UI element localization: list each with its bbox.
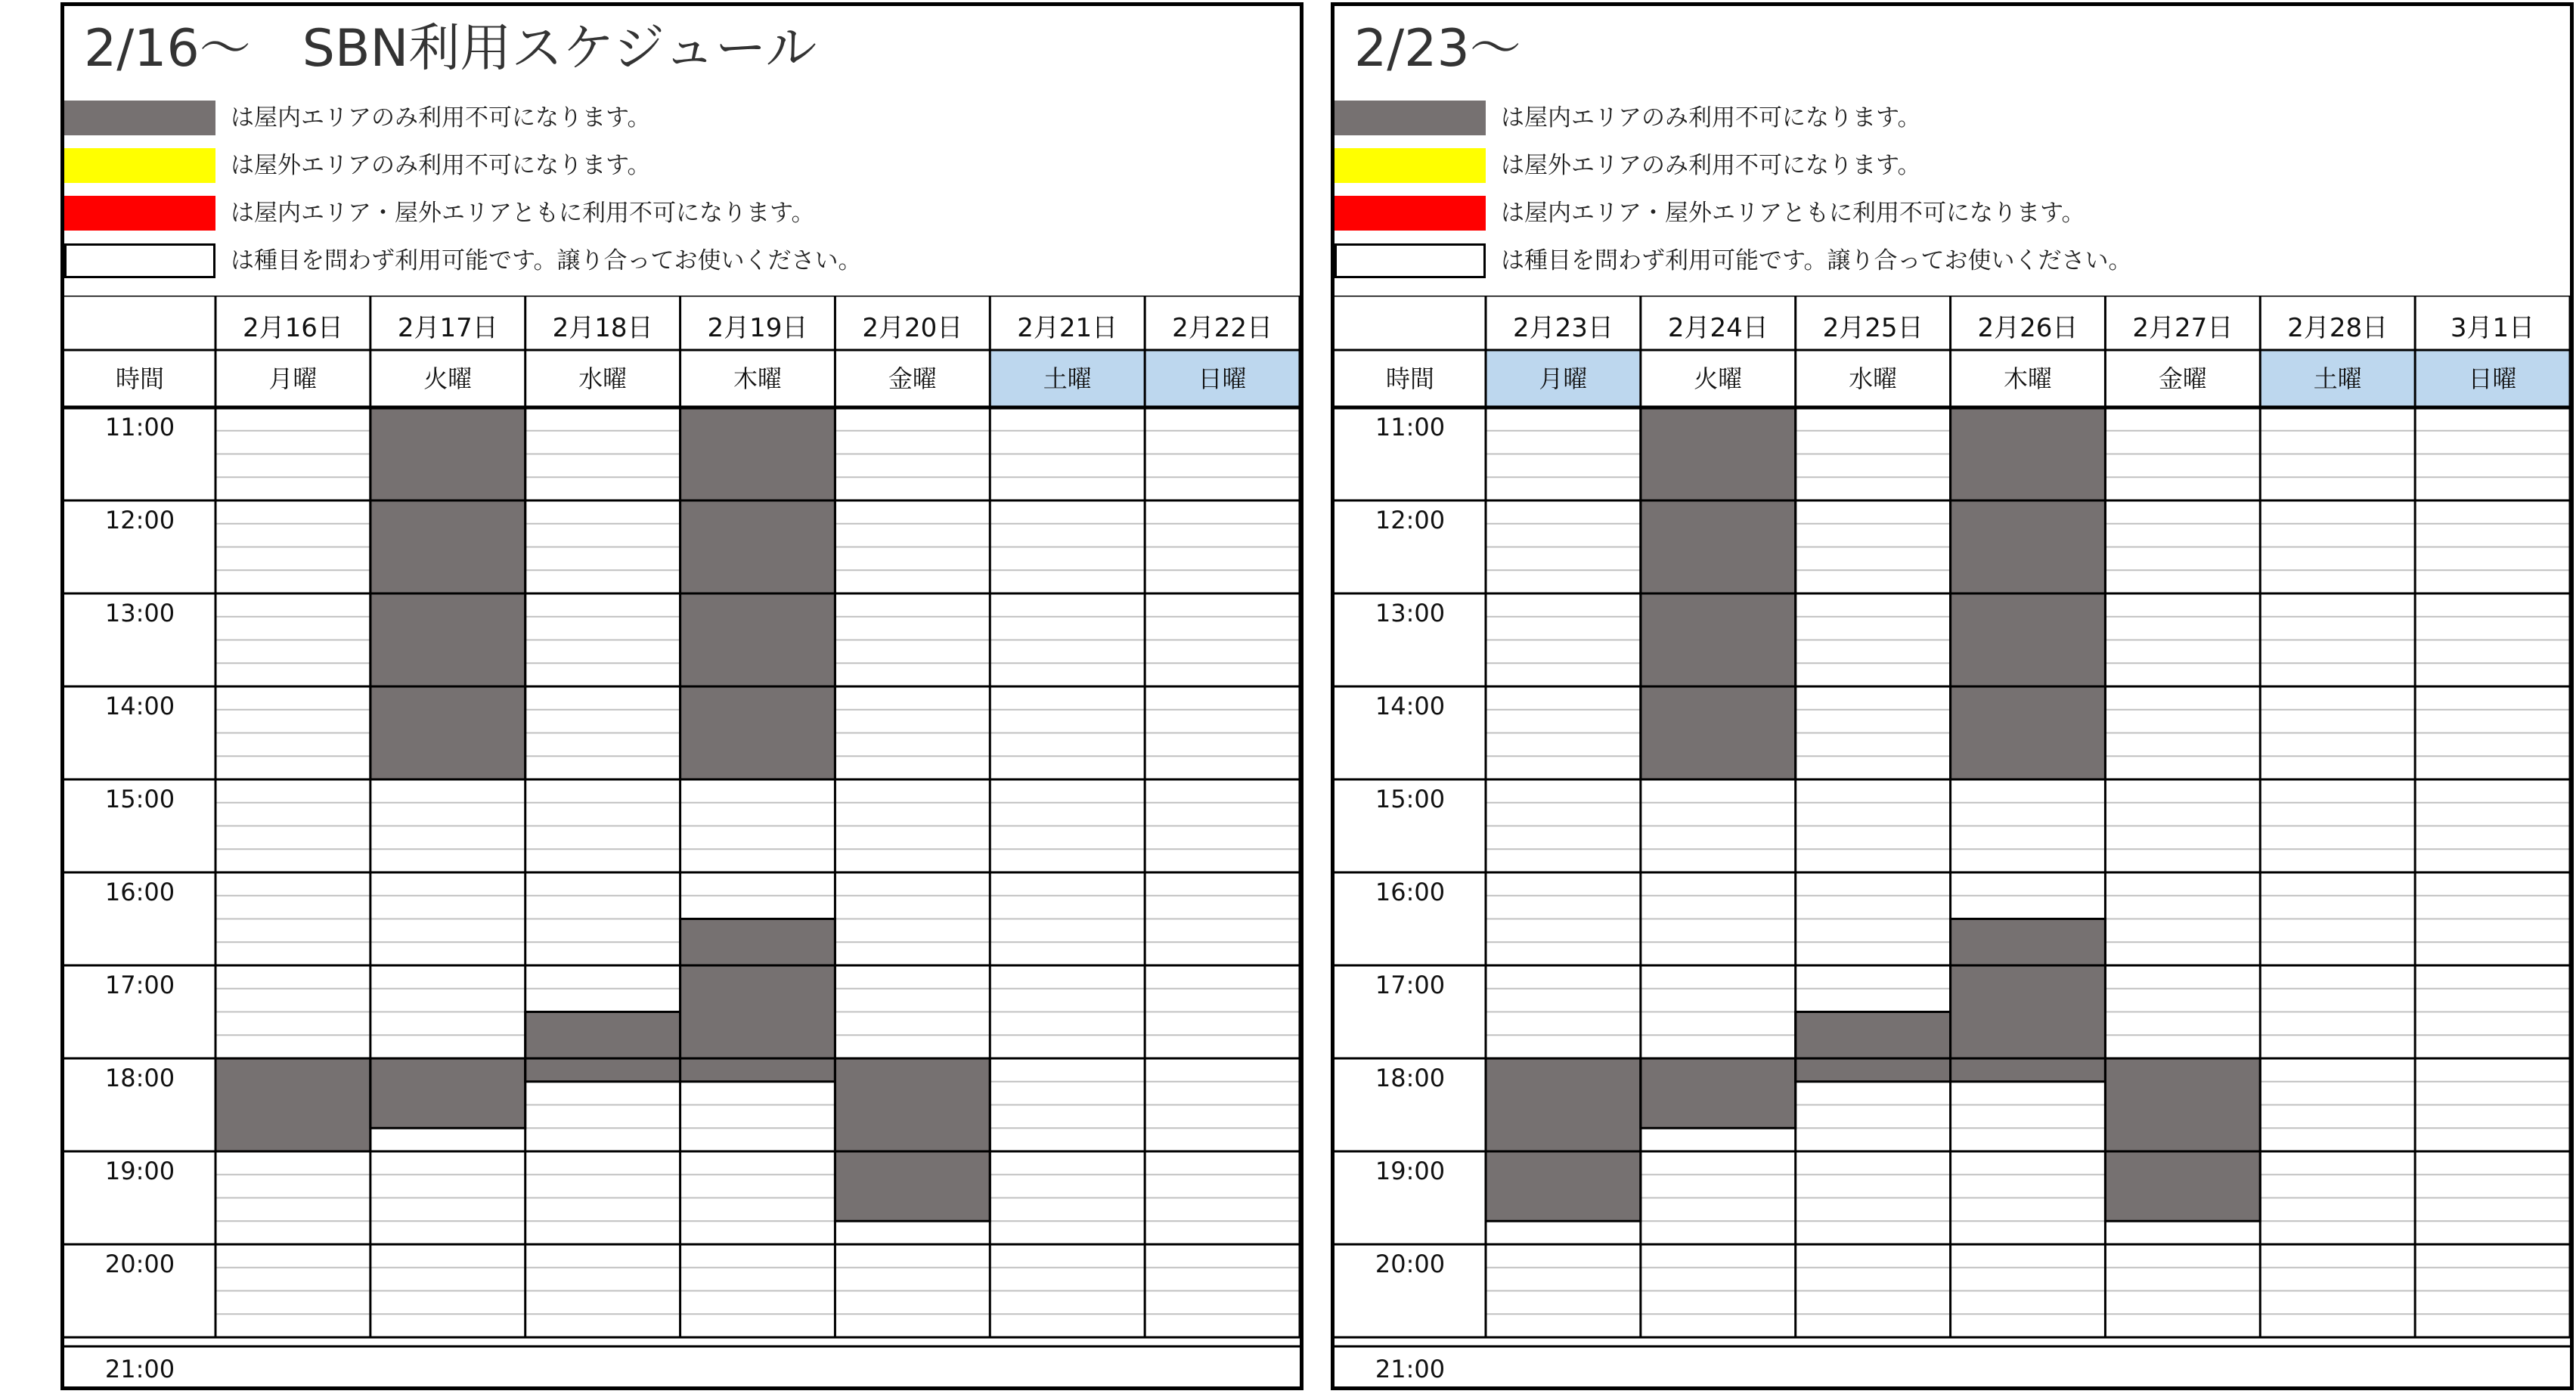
legend-text: は屋内エリアのみ利用不可になります。 [1501,104,1921,132]
legend-text: は屋内エリア・屋外エリアともに利用不可になります。 [1501,200,2085,227]
blocked-time-block [1486,1058,1641,1221]
date-header: 2月19日 [707,313,808,343]
blocked-time-block [680,919,835,1082]
weekday-header: 木曜 [733,364,782,393]
time-label: 13:00 [104,599,175,627]
time-label: 16:00 [104,878,175,906]
time-header: 時間 [1385,364,1434,393]
grid-lines [64,296,1300,1390]
weekday-header: 月曜 [268,364,318,393]
weekday-header: 日曜 [2468,364,2517,393]
date-header: 2月26日 [1977,313,2078,343]
schedule-grid [1334,296,2570,1390]
schedule-panel-week-1 [60,2,1303,1390]
legend-swatch-white [64,243,215,278]
time-label: 15:00 [104,785,175,813]
weekday-header: 土曜 [2313,364,2362,393]
grid-lines [1334,296,2570,1390]
time-label: 18:00 [1375,1064,1446,1092]
legend-text: は屋外エリアのみ利用不可になります。 [231,152,651,179]
weekday-header: 月曜 [1539,364,1588,393]
schedule-panel-week-2 [1331,2,2574,1390]
legend-text: は屋内エリア・屋外エリアともに利用不可になります。 [231,200,815,227]
date-header: 2月20日 [862,313,963,343]
legend-swatch-yellow [64,148,215,183]
blocked-time-block [2105,1058,2260,1221]
date-header: 2月21日 [1017,313,1118,343]
date-header: 2月28日 [2287,313,2388,343]
legend-text: は屋外エリアのみ利用不可になります。 [1501,152,1921,179]
weekday-header: 水曜 [1849,364,1898,393]
date-header: 2月16日 [242,313,343,343]
date-header: 2月24日 [1667,313,1768,343]
weekday-header: 土曜 [1043,364,1092,393]
weekday-header: 火曜 [1694,364,1743,393]
time-label: 21:00 [1375,1355,1446,1383]
date-header: 2月17日 [397,313,498,343]
date-header: 2月27日 [2132,313,2233,343]
time-label: 20:00 [1375,1250,1446,1278]
time-label: 17:00 [104,971,175,999]
date-header: 2月18日 [552,313,653,343]
time-label: 14:00 [1375,692,1446,720]
weekday-header: 日曜 [1198,364,1247,393]
weekday-header: 火曜 [423,364,473,393]
time-label: 12:00 [1375,506,1446,534]
weekday-header: 水曜 [578,364,628,393]
time-label: 14:00 [104,692,175,720]
legend-swatch-yellow [1334,148,1486,183]
time-label: 13:00 [1375,599,1446,627]
legend-swatch-red [64,196,215,231]
schedule-grid [64,296,1300,1390]
time-label: 20:00 [104,1250,175,1278]
date-header: 2月23日 [1512,313,1613,343]
legend-text: は屋内エリアのみ利用不可になります。 [231,104,651,132]
blocked-time-block [835,1058,990,1221]
blocked-time-block [215,1058,370,1151]
weekday-header: 木曜 [2003,364,2052,393]
date-header: 2月25日 [1822,313,1923,343]
blocked-time-block [1641,1058,1796,1128]
time-label: 19:00 [104,1157,175,1185]
time-label: 17:00 [1375,971,1446,999]
legend-text: は種目を問わず利用可能です。譲り合ってお使いください。 [1501,247,2132,274]
legend-swatch-gray [64,101,215,135]
weekday-header: 金曜 [2158,364,2207,393]
schedule-title: 2/16〜 SBN利用スケジュール [84,19,817,79]
legend-swatch-gray [1334,101,1486,135]
time-label: 16:00 [1375,878,1446,906]
blocked-time-block [525,1012,680,1082]
schedule-title: 2/23〜 [1354,19,1521,79]
time-label: 21:00 [104,1355,175,1383]
time-label: 18:00 [104,1064,175,1092]
time-label: 11:00 [1375,413,1446,441]
time-label: 19:00 [1375,1157,1446,1185]
time-label: 15:00 [1375,785,1446,813]
legend-swatch-white [1334,243,1486,278]
blocked-time-block [1796,1012,1951,1082]
time-header: 時間 [115,364,164,393]
time-label: 12:00 [104,506,175,534]
date-header: 3月1日 [2450,313,2535,343]
blocked-time-block [1951,919,2106,1082]
blocked-time-block [370,1058,525,1128]
legend-swatch-red [1334,196,1486,231]
legend-text: は種目を問わず利用可能です。譲り合ってお使いください。 [231,247,862,274]
time-label: 11:00 [104,413,175,441]
weekday-header: 金曜 [888,364,937,393]
date-header: 2月22日 [1172,313,1273,343]
